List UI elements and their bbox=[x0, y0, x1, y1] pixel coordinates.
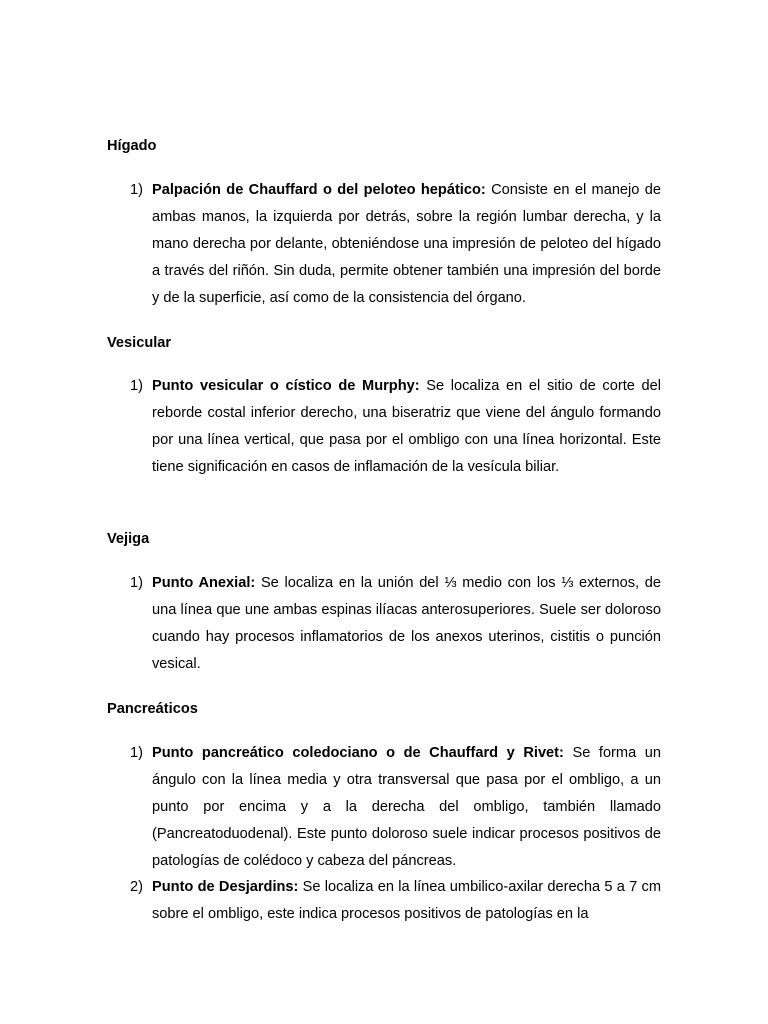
item-text: Consiste en el manejo de ambas manos, la izquierda por detrás, sobre la región lumbar derecha, y la mano derecha por delante, obteniéndose una impresión de peloteo del hígado a través del riñón. Sin duda, permite obtener también una impresión del borde y de la superficie, así como de la consistencia del órgano. bbox=[152, 182, 661, 306]
item-term: Punto pancreático coledociano o de Chauffard y Rivet: bbox=[152, 745, 564, 761]
section-heading-pancreaticos: Pancreáticos bbox=[107, 701, 198, 717]
item-term: Punto vesicular o cístico de Murphy: bbox=[152, 378, 420, 394]
list-number: 1) bbox=[130, 378, 143, 394]
section-heading-higado: Hígado bbox=[107, 138, 157, 154]
list-item-body bbox=[152, 373, 661, 481]
section-heading-vejiga: Vejiga bbox=[107, 531, 150, 547]
item-text: Se localiza en la unión del ⅓ medio con los ⅓ externos, de una línea que une ambas espinas ilíacas anterosuperiores. Suele ser doloroso cuando hay procesos inflamatorios de los anexos uterinos, cistitis o punción vesical. bbox=[152, 575, 662, 672]
item-term: Punto Anexial: bbox=[152, 575, 256, 591]
item-text: Se localiza en el sitio de corte del reborde costal inferior derecho, una biseratriz que viene del ángulo formando por una línea vertical, que pasa por el ombligo con una línea horizontal. Este tiene significación en casos de inflamación de la vesícula biliar. bbox=[152, 378, 661, 475]
item-text: Se localiza en la línea umbilico-axilar derecha 5 a 7 cm sobre el ombligo, este indica procesos positivos de patologías en la bbox=[152, 879, 661, 922]
list-number: 2) bbox=[130, 879, 143, 895]
list-item-body bbox=[152, 874, 661, 928]
section-heading-vesicular: Vesicular bbox=[107, 335, 172, 351]
item-term: Palpación de Chauffard o del peloteo hepático: bbox=[152, 182, 486, 198]
list-item-body bbox=[152, 177, 661, 312]
list-item-body bbox=[152, 740, 661, 875]
list-number: 1) bbox=[130, 745, 143, 761]
list-item-body bbox=[152, 570, 661, 678]
list-number: 1) bbox=[130, 182, 143, 198]
item-term: Punto de Desjardins: bbox=[152, 879, 299, 895]
item-text: Se forma un ángulo con la línea media y otra transversal que pasa por el ombligo, a un punto por encima y a la derecha del ombligo, también llamado (Pancreatoduodenal). Este punto doloroso suele indicar procesos positivos de patologías de colédoco y cabeza del páncreas. bbox=[152, 745, 661, 869]
list-number: 1) bbox=[130, 575, 143, 591]
